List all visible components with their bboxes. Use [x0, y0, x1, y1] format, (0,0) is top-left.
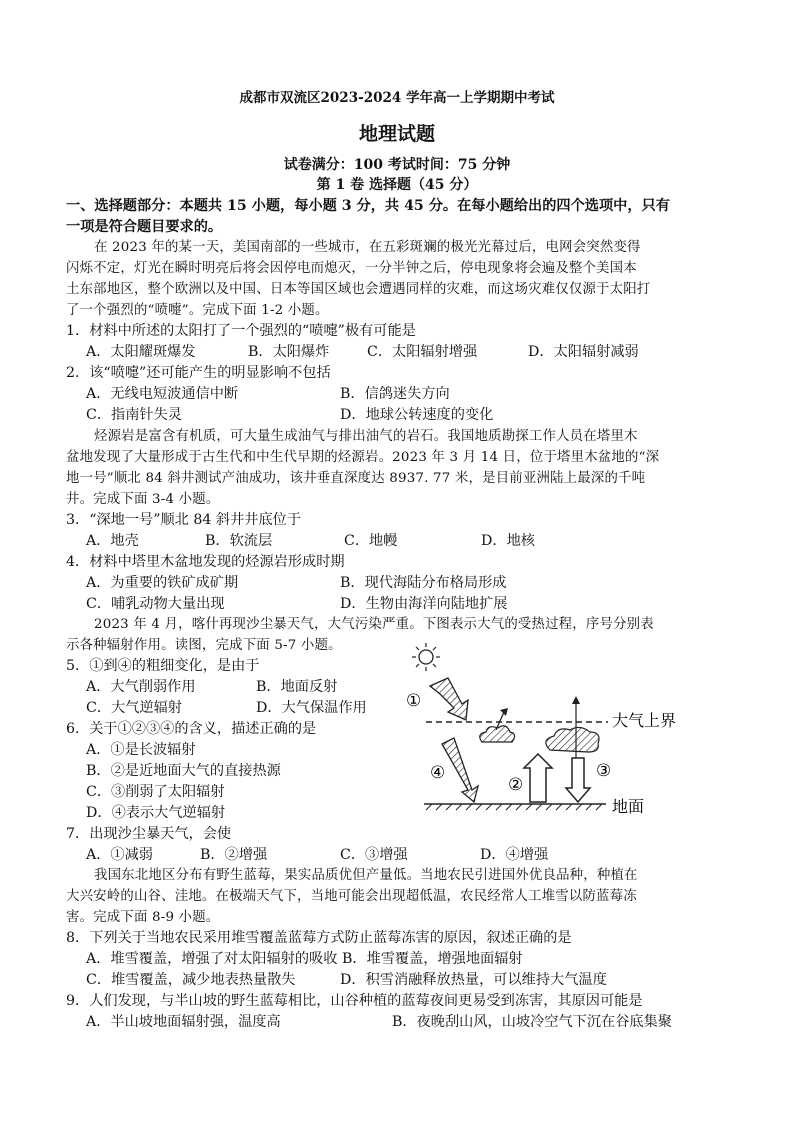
q8-option-c: C．堆雪覆盖，减少地表热量散失	[86, 972, 296, 988]
cloud-small-icon	[480, 726, 515, 742]
material1-line: 闪烁不定，灯光在瞬时明亮后将会因停电而熄灭，一分半钟之后，停电现象将会遍及整个美国本	[66, 261, 637, 276]
question-9-stem: 9．人们发现，与半山坡的野生蓝莓相比，山谷种植的蓝莓夜间更易受到冻害，其原因可能是	[66, 993, 643, 1009]
question-7-stem: 7．出现沙尘暴天气，会使	[66, 826, 232, 842]
cloud-large-icon	[546, 727, 599, 752]
material2-line: 井。完成下面 3-4 小题。	[66, 492, 220, 507]
q3-option-a: A．地壳	[86, 533, 139, 549]
q7-option-a: A．①减弱	[86, 847, 153, 863]
arrow-3-counter-radiation	[566, 758, 590, 802]
material4-line: 害。完成下面 8-9 小题。	[66, 910, 220, 925]
q1-option-d: D．太阳辐射减弱	[528, 344, 639, 360]
question-6-stem: 6．关于①②③④的含义，描述正确的是	[66, 721, 317, 737]
label-2: ②	[508, 775, 524, 795]
material4-line: 大兴安岭的山谷、洼地。在极端天气下，当地可能会出现超低温，农民经常人工堆雪以防蓝莓冻	[66, 889, 637, 904]
q3-option-d: D．地核	[481, 533, 535, 549]
q2-option-c: C．指南针失灵	[86, 407, 182, 423]
q5-option-a: A．大气削弱作用	[86, 679, 196, 695]
material2-line: 盆地发现了大量形成于古生代和中生代早期的烃源岩。2023 年 3 月 14 日，位于塔里木盆地的“深	[66, 450, 660, 465]
q7-option-b: B．②增强	[200, 847, 268, 863]
question-3-stem: 3．“深地一号”顺北 84 斜井井底位于	[66, 512, 302, 528]
exam-title: 成都市双流区2023-2024 学年高一上学期期中考试	[239, 90, 555, 106]
q7-option-d: D．④增强	[480, 847, 549, 863]
q6-option-a: A．①是长波辐射	[86, 742, 196, 758]
q9-option-a: A．半山坡地面辐射强，温度高	[86, 1014, 281, 1030]
label-1: ①	[406, 691, 422, 711]
atmosphere-top-label: 大气上界	[612, 711, 677, 730]
material4-line: 我国东北地区分布有野生蓝莓，果实品质优但产量低。当地农民引进国外优良品种，种植在	[94, 868, 638, 883]
material2-line: 地一号”顺北 84 斜井测试产油成功，该井垂直深度达 8937. 77 米，是目前亚洲陆上最深的千吨	[66, 471, 646, 486]
q1-option-c: C．太阳辐射增强	[367, 344, 478, 360]
q6-option-d: D．④表示大气逆辐射	[86, 805, 226, 821]
q4-option-b: B．现代海陆分布格局形成	[340, 575, 507, 591]
arrow-2-ground-radiation	[524, 754, 552, 802]
question-4-stem: 4．材料中塔里木盆地发现的烃源岩形成时期	[66, 554, 345, 570]
material2-line: 烃源岩是富含有机质，可大量生成油气与排出油气的岩石。我国地质勘探工作人员在塔里木	[94, 429, 638, 444]
arrow-1-solar-radiation	[430, 678, 468, 720]
question-5-stem: 5．①到④的粗细变化，是由于	[66, 658, 260, 674]
q8-option-d: D．积雪消融释放热量，可以维持大气温度	[340, 972, 607, 988]
material3-line: 2023 年 4 月，喀什再现沙尘暴天气，大气污染严重。下图表示大气的受热过程，序号分别表	[94, 617, 654, 632]
volume-heading: 第 1 卷 选择题（45 分）	[316, 177, 478, 193]
q4-option-d: D．生物由海洋向陆地扩展	[340, 596, 508, 612]
q5-option-c: C．大气逆辐射	[86, 700, 182, 716]
atmosphere-heating-diagram	[400, 640, 700, 820]
q6-option-c: C．③削弱了太阳辐射	[86, 784, 225, 800]
q4-option-c: C．哺乳动物大量出现	[86, 596, 225, 612]
q3-option-c: C．地幔	[344, 533, 398, 549]
material1-line: 土东部地区，整个欧洲以及中国、日本等国区域也会遭遇同样的灾难，而这场灾难仅仅源于太阳打	[66, 282, 651, 297]
q6-option-b: B．②是近地面大气的直接热源	[86, 763, 281, 779]
q7-option-c: C．③增强	[340, 847, 408, 863]
label-4: ④	[430, 763, 446, 783]
arrow-4-solar-to-ground	[442, 738, 478, 802]
ground-label: 地面	[612, 797, 645, 816]
subject-title: 地理试题	[358, 123, 435, 145]
q5-option-d: D．大气保温作用	[256, 700, 367, 716]
q4-option-a: A．为重要的铁矿成矿期	[86, 575, 239, 591]
question-8-stem: 8．下列关于当地农民采用堆雪覆盖蓝莓方式防止蓝莓冻害的原因，叙述正确的是	[66, 930, 572, 946]
q2-option-b: B．信鸽迷失方向	[340, 386, 450, 402]
q3-option-b: B．软流层	[205, 533, 273, 549]
score-time: 试卷满分：100 考试时间：75 分钟	[283, 157, 511, 173]
question-2-stem: 2．该“喷嚏”还可能产生的明显影响不包括	[66, 365, 331, 381]
question-1-stem: 1．材料中所述的太阳打了一个强烈的“喷嚏”极有可能是	[66, 323, 416, 339]
q1-option-b: B．太阳爆炸	[248, 344, 330, 360]
section-instruction-line2: 一项是符合题目要求的。	[66, 219, 223, 235]
ground-hatch	[426, 804, 602, 810]
q9-option-b: B．夜晚刮山风，山坡冷空气下沉在谷底集聚	[392, 1014, 672, 1030]
material1-line: 了一个强烈的“喷嚏”。完成下面 1-2 小题。	[66, 303, 329, 318]
material3-line: 示各种辐射作用。读图，完成下面 5-7 小题。	[66, 638, 342, 653]
label-3: ③	[596, 761, 612, 781]
sun-icon	[412, 643, 440, 671]
q5-option-b: B．地面反射	[256, 679, 338, 695]
q2-option-d: D．地球公转速度的变化	[340, 407, 494, 423]
material1-line: 在 2023 年的某一天，美国南部的一些城市，在五彩斑斓的极光光幕过后，电网会突然变得	[94, 240, 641, 255]
q8-option-ab: A．堆雪覆盖，增强了对太阳辐射的吸收 B．堆雪覆盖，增强地面辐射	[86, 951, 523, 967]
q2-option-a: A．无线电短波通信中断	[86, 386, 239, 402]
q1-option-a: A．太阳耀斑爆发	[86, 344, 196, 360]
section-instruction-line1: 一、选择题部分：本题共 15 小题，每小题 3 分，共 45 分。在每小题给出的四个选项中，只有	[66, 198, 670, 214]
